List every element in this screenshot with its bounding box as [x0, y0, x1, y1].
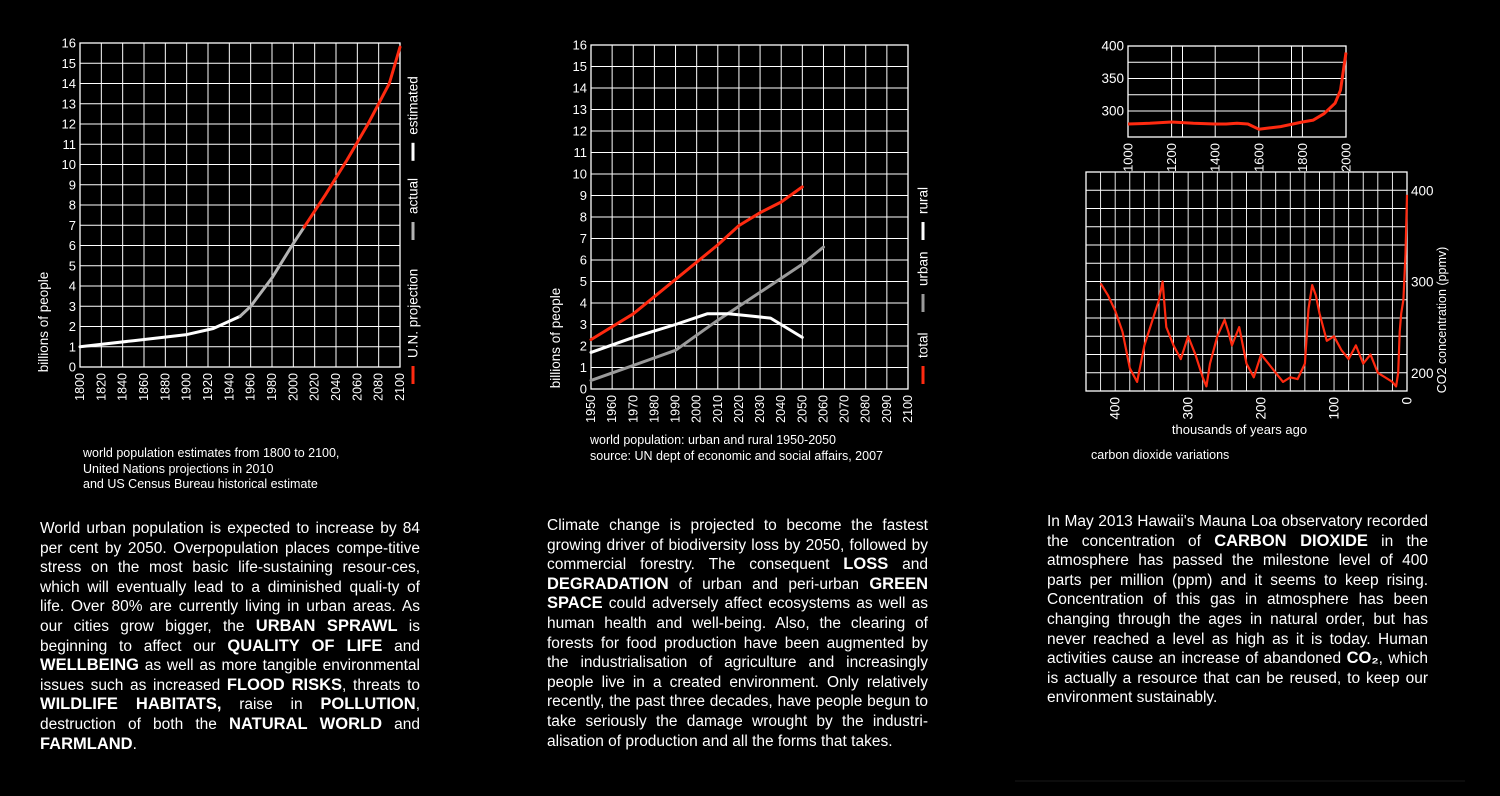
x-tick-label: 1800 [1294, 143, 1310, 172]
highlight-term: GREEN SPACE [547, 574, 928, 613]
legend-label: estimated [405, 76, 421, 135]
highlight-term: NATURAL WORLD [229, 714, 382, 733]
chart2-caption [590, 433, 883, 464]
x-tick-label: 0 [1399, 397, 1415, 405]
y-tick-label: 400 [1411, 183, 1434, 199]
bottom-divider [1015, 780, 1465, 782]
panel-world-population [0, 0, 505, 796]
x-tick-label: 2090 [879, 395, 894, 423]
x-tick-label: 2060 [816, 395, 831, 423]
y-tick-label: 5 [579, 274, 587, 289]
y-tick-label: 9 [68, 177, 76, 193]
panel-co2 [1010, 0, 1500, 796]
y-tick-label: 16 [61, 35, 76, 51]
x-tick-label: 1920 [201, 373, 215, 401]
chart1-caption-line: world population estimates from 1800 to 2100, [83, 446, 340, 460]
x-tick-label: 2010 [710, 395, 725, 423]
y-tick-label: 350 [1101, 71, 1124, 86]
co2-charts [1010, 0, 1500, 470]
y-tick-label: 2 [579, 338, 587, 354]
y-tick-label: 11 [573, 145, 587, 160]
legend-label: U.N. projection [405, 268, 421, 358]
y-tick-label: 8 [68, 197, 76, 213]
x-tick-label: 1600 [1251, 142, 1267, 172]
y-tick-label: 8 [579, 209, 587, 225]
y-tick-label: 4 [579, 295, 587, 311]
x-tick-label: 300 [1180, 397, 1196, 420]
y-tick-label: 10 [61, 157, 76, 172]
x-tick-label: 1200 [1164, 143, 1180, 172]
world-population-chart [0, 0, 505, 440]
y-tick-label: 300 [1101, 103, 1124, 119]
legend-label: total [915, 332, 931, 358]
highlight-term: CARBON DIOXIDE [1214, 531, 1368, 550]
legend-label: rural [915, 186, 931, 214]
highlight-term: LOSS [843, 555, 889, 574]
x-tick-label: 1900 [179, 373, 194, 401]
y-tick-label: 9 [579, 188, 587, 203]
y-tick-label: 2 [68, 319, 76, 334]
y-tick-label: 13 [572, 102, 587, 117]
urban-rural-chart [505, 0, 1010, 440]
x-tick-label: 2030 [753, 395, 768, 423]
y-tick-label: 5 [68, 258, 76, 274]
x-tick-label: 1960 [605, 395, 620, 423]
x-tick-label: 2000 [1338, 143, 1354, 172]
y-tick-label: 0 [68, 359, 76, 375]
y-tick-label: 3 [68, 298, 76, 314]
x-tick-label: 2080 [858, 395, 873, 423]
x-tick-label: 2080 [371, 373, 386, 401]
chart1-caption-line: and US Census Bureau historical estimate [83, 477, 318, 491]
y-tick-label: 7 [68, 217, 76, 233]
x-tick-label: 2040 [774, 395, 789, 423]
y-tick-label: 1 [579, 360, 587, 375]
x-tick-label: 1820 [94, 373, 109, 401]
y-tick-label: 14 [61, 76, 76, 91]
highlight-term: URBAN SPRAWL [255, 616, 398, 635]
co2-caption: carbon dioxide variations [1091, 448, 1230, 462]
y-tick-label: 200 [1411, 365, 1434, 381]
x-tick-label: 2000 [286, 373, 301, 401]
x-tick-label: 1990 [668, 395, 683, 423]
x-tick-label: 1970 [626, 395, 641, 423]
x-tick-label: 2070 [837, 395, 852, 423]
x-tick-label: 2020 [731, 395, 746, 423]
x-tick-label: 1880 [158, 373, 173, 401]
y-tick-label: 14 [572, 80, 587, 96]
legend-label: actual [405, 177, 421, 214]
x-tick-label: 2100 [393, 373, 407, 401]
x-tick-label: 2000 [689, 395, 704, 423]
x-tick-label: 400 [1107, 397, 1123, 420]
x-tick-label: 1800 [73, 373, 87, 401]
y-axis-title: CO2 concentration (ppmv) [1435, 246, 1449, 394]
x-tick-label: 1980 [265, 373, 279, 401]
highlight-term: WILDLIFE HABITATS, [40, 695, 222, 714]
x-tick-label: 1000 [1120, 143, 1136, 172]
highlight-term: DEGRADATION [547, 574, 669, 593]
biodiversity-text: Climate change is projected to become the fastest growing driver of biodiversity loss by 2050, followed by commercial forestry. The consequent LOSS and DEGRADATION of urban and peri-urban GREEN SPACE could adversely affect ecosystems as well as human health and well-being. Also, the clearing of forests for food production have been augmented by the industrialisation of agriculture and increasingly people live in a created environment. Only relatively recently, the past three decades, have people begun to take seriously the damage wrought by the industri-alisation of production and all the forms that takes. [547, 517, 929, 750]
highlight-term: FLOOD RISKS [226, 675, 343, 694]
x-tick-label: 1860 [137, 373, 151, 401]
chart1-caption-line: United Nations projections in 2010 [83, 461, 274, 476]
urban-population-text: World urban population is expected to increase by 84 per cent by 2050. Overpopulation places compe-titive stress on the most basic life-sustaining resour-ces, which will eventually lead to a diminished quali-ty of life. Over 80% are currently living in urban areas. As our cities grow bigger, the URBAN SPRAWL is beginning to affect our QUALITY OF LIFE and WELLBEING as well as more tangible environmental issues such as increased FLOOD RISKS, threats to WILDLIFE HABITATS, raise in POLLUTION, destruction of both the NATURAL WORLD and FARMLAND. [40, 520, 421, 753]
x-tick-label: 1840 [115, 373, 130, 401]
x-tick-label: 1960 [243, 373, 258, 401]
y-tick-label: 11 [62, 136, 76, 152]
carbon-dioxide-text: In May 2013 Hawaii's Mauna Loa observatory recorded the concentration of CARBON DIOXIDE in the atmosphere has passed the milestone level of 400 parts per million (ppm) and it seems to keep rising. Concentration of this gas in atmosphere has been changing through the ages in natural order, but has never reached a level as high as it is today. Human activities cause an increase of abandoned CO₂, which is actually a resource that can be reused, to keep our environment sustainably. [1047, 513, 1428, 707]
x-tick-label: 200 [1253, 397, 1269, 420]
x-tick-label: 2060 [350, 373, 365, 401]
y-tick-label: 6 [579, 252, 587, 268]
y-tick-label: 3 [579, 317, 587, 332]
y-tick-label: 300 [1411, 274, 1434, 290]
y-tick-label: 6 [68, 238, 76, 253]
y-tick-label: 12 [572, 123, 587, 139]
y-tick-label: 13 [61, 96, 76, 112]
x-tick-label: 100 [1326, 397, 1342, 420]
y-tick-label: 10 [572, 166, 587, 182]
x-tick-label: 2100 [901, 395, 915, 423]
highlight-term: FARMLAND [40, 734, 133, 753]
y-axis-title: billions of people [36, 271, 51, 373]
panel-urban-rural [505, 0, 1010, 796]
highlight-term: CO₂ [1346, 649, 1379, 668]
y-tick-label: 16 [572, 37, 587, 53]
chart1-caption [83, 446, 339, 493]
x-tick-label: 2020 [307, 373, 322, 401]
x-tick-label: 1980 [647, 395, 662, 423]
y-tick-label: 0 [579, 381, 587, 397]
y-tick-label: 1 [68, 339, 76, 355]
y-tick-label: 4 [68, 278, 76, 294]
y-tick-label: 400 [1101, 38, 1124, 54]
x-tick-label: 2040 [329, 373, 343, 401]
x-tick-label: 1940 [222, 373, 237, 401]
y-axis-title: billions of people [548, 287, 563, 389]
y-tick-label: 15 [61, 55, 76, 71]
highlight-term: POLLUTION [320, 695, 416, 714]
x-tick-label: 1950 [584, 395, 598, 423]
x-tick-label: 2050 [795, 395, 810, 423]
chart2-caption-line: source: UN dept of economic and social affairs, 2007 [590, 448, 883, 463]
y-tick-label: 12 [61, 116, 76, 132]
highlight-term: WELLBEING [40, 656, 139, 675]
chart2-caption-line: world population: urban and rural 1950-2050 [590, 433, 837, 447]
y-tick-label: 15 [572, 59, 587, 74]
legend-label: urban [915, 251, 931, 286]
y-tick-label: 7 [579, 231, 587, 246]
x-axis-title: thousands of years ago [1171, 422, 1308, 437]
x-tick-label: 1400 [1207, 143, 1223, 172]
highlight-term: QUALITY OF LIFE [227, 636, 383, 655]
